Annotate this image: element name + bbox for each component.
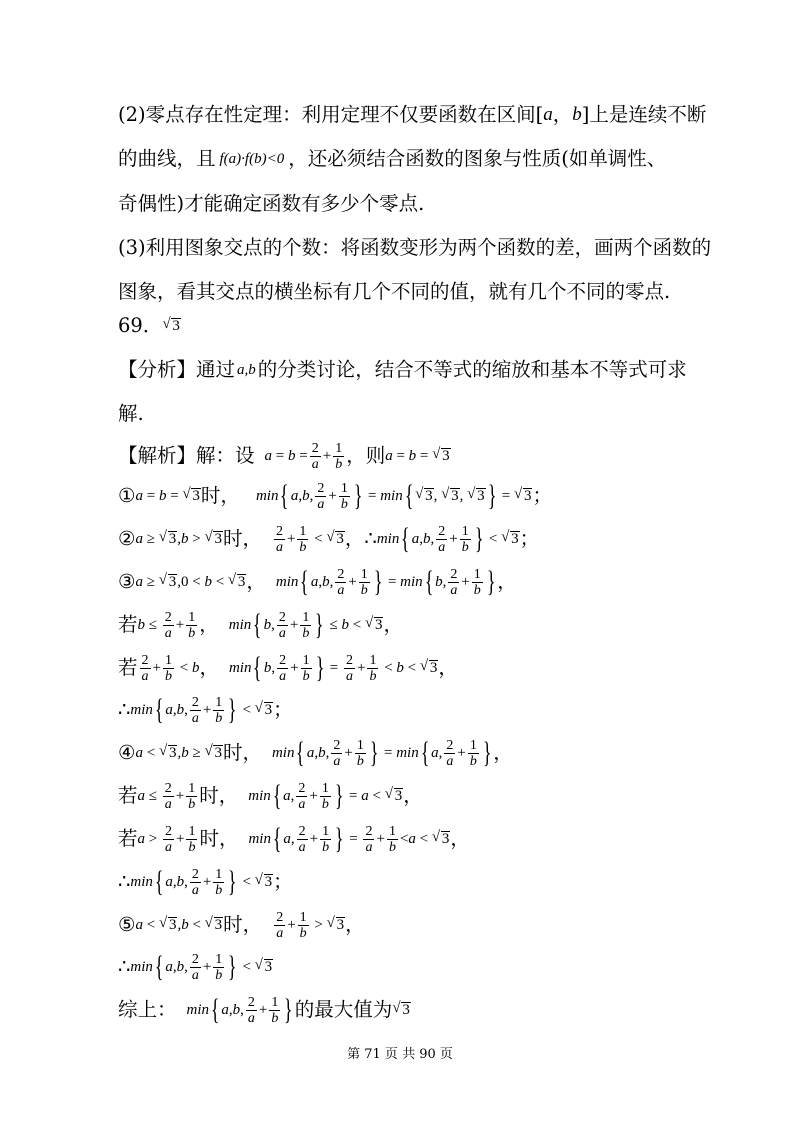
case-2-line: ② a ≥ √ 3 , b > √ 3 时， $\frac{2}{a}$ + $\frac{1}{b}$ < √ 3 ， ∴ min { a , b , $\frac{2}{a}$ + $\frac{1}{b}$ } < √ 3 ； [118, 519, 539, 559]
case-4-sub-2: 若 a > $\frac{2}{a}$ + $\frac{1}{b}$ 时， min { a , $\frac{2}{a}$ + $\frac{1}{b}$ } = $\frac{2}{a}$ + $\frac{1}{b}$ < a < √ 3 ， [118, 819, 470, 859]
case-4-sub-1: 若 a ≤ $\frac{2}{a}$ + $\frac{1}{b}$ 时， min { a , $\frac{2}{a}$ + $\frac{1}{b}$ } = a < √ 3 ， [118, 776, 423, 816]
analysis-line-2: 解. [118, 402, 144, 425]
case-5-conclusion: ∴ min { a , b , $\frac{2}{a}$ + $\frac{1}{b}$ } < √ 3 [118, 947, 273, 987]
case-4-conclusion: ∴ min { a , b , $\frac{2}{a}$ + $\frac{1}{b}$ } < √ 3 ； [118, 862, 293, 902]
case-3-conclusion: ∴ min { a , b , $\frac{2}{a}$ + $\frac{1}{b}$ } < √ 3 ； [118, 690, 293, 730]
formula-fa-fb: f(a)·f(b)<0 [219, 151, 285, 167]
page-footer: 第 71 页 共 90 页 [347, 1047, 453, 1062]
text-line-3: 奇偶性)才能确定函数有多少个零点. [118, 192, 425, 215]
answer-sqrt3: √ 3 [162, 311, 181, 341]
conclusion-line: 综上： min { a , b , $\frac{2}{a}$ + $\frac{1}{b}$ } 的最大值为 √ 3 [118, 990, 411, 1030]
text-line-5: 图象，看其交点的横坐标有几个不同的值，就有几个不同的零点. [118, 280, 671, 303]
case-4-line: ④ a < √ 3 , b ≥ √ 3 时， min { a , b , $\frac{2}{a}$ + $\frac{1}{b}$ } = min { a , $\frac{2}{a}$ + $\frac{1}{b}$ } ， [118, 733, 513, 773]
case-1-line: ① a = b = √ 3 时， min { a , b , $\frac{2}{a}$ + $\frac{1}{b}$ } = min { √ 3 , √ 3 , √ 3 } = √ 3 ； [118, 476, 552, 516]
text-line-1: (2)零点存在性定理：利用定理不仅要函数在区间[ a ， b ]上是连续不断 [118, 103, 707, 126]
case-3-line: ③ a ≥ √ 3 ,0 < b < √ 3 ， min { a , b , $\frac{2}{a}$ + $\frac{1}{b}$ } = min { b , $\frac{2}{a}$ + $\frac{1}{b}$ } ， [118, 562, 517, 602]
solution-line: 【解析】 解：设 a = b = $\frac{2}{a}$ + $\frac{1}{b}$ ，则 a = b = √ 3 [118, 436, 451, 476]
answer-line: 69． √ 3 [118, 306, 181, 346]
case-5-line: ⑤ a < √ 3 , b < √ 3 时， $\frac{2}{a}$ + $\frac{1}{b}$ > √ 3 ， [118, 905, 365, 945]
case-3-sub-1: 若 b ≤ $\frac{2}{a}$ + $\frac{1}{b}$ ， min { b , $\frac{2}{a}$ + $\frac{1}{b}$ } ≤ b < √ 3 ， [118, 605, 403, 645]
text-line-2: 的曲线，且 f(a)·f(b)<0 ，还必须结合函数的图象与性质(如单调性、 [118, 139, 666, 179]
analysis-line-1: 【分析】 通过 a,b 的分类讨论，结合不等式的缩放和基本不等式可求 [118, 358, 687, 381]
case-3-sub-2: 若 $\frac{2}{a}$ + $\frac{1}{b}$ < b ， min { b , $\frac{2}{a}$ + $\frac{1}{b}$ } = $\frac{2}{a}$ + $\frac{1}{b}$ < b < √ 3 ， [118, 648, 458, 688]
text-line-4: (3)利用图象交点的个数：将函数变形为两个函数的差，画两个函数的 [118, 236, 712, 259]
